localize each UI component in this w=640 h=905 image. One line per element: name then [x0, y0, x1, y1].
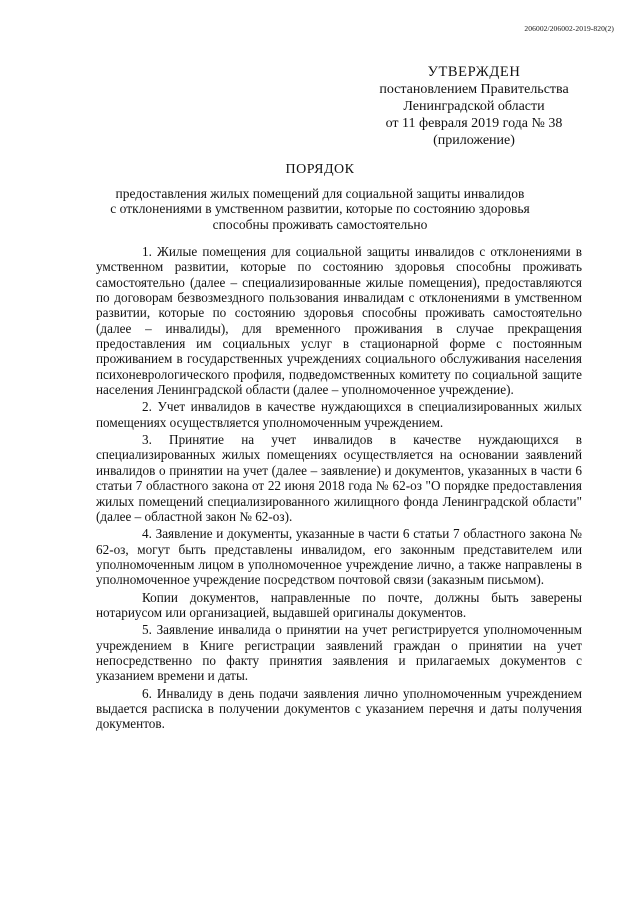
document-id: 206002/206002-2019-820(2) [524, 24, 614, 33]
approval-stamp: УТВЕРЖДЕН [427, 64, 521, 80]
paragraph-4-continuation: Копии документов, направленные по почте, должны быть заверены нотариусом или организацией, выдавшей оригиналы документов. [96, 589, 582, 620]
document-title-block [60, 162, 580, 232]
document-title: ПОРЯДОК [285, 162, 355, 177]
document-subtitle-line: предоставления жилых помещений для социальной защиты инвалидов [115, 185, 525, 201]
approval-date-line: от 11 февраля 2019 года № 38 [385, 116, 563, 131]
document-subtitle-line: способны проживать самостоятельно [212, 216, 428, 232]
approval-block [364, 64, 584, 149]
paragraph-4: 4. Заявление и документы, указанные в части 6 статьи 7 областного закона № 62-оз, могут быть представлены инвалидом, его законным представителем или уполномоченным лицом в уполномоченное учреждение лично, а также направлены в уполномоченное учреждение посредством почтовой связи (заказным письмом). [96, 526, 582, 588]
paragraph-1: 1. Жилые помещения для социальной защиты инвалидов с отклонениями в умственном развитии, которые по состоянию здоровья способны проживать самостоятельно (далее – специализированные жилые помещения), предоставляются по договорам безвозмездного пользования инвалидам с отклонениями в умственном развитии, которые по состоянию здоровья способны проживать самостоятельно (далее – инвалиды), для временного проживания в случае прекращения предоставления им социальных услуг в стационарной форме с постоянным проживанием в государственных учреждениях социального обслуживания населения психоневрологического профиля, подведомственных комитету по социальной защите населения Ленинградской области (далее – уполномоченное учреждение). [96, 244, 582, 398]
paragraph-2: 2. Учет инвалидов в качестве нуждающихся в специализированных жилых помещениях осуществляется уполномоченным учреждением. [96, 399, 582, 430]
approval-line: Ленинградской области [403, 99, 545, 114]
paragraph-6: 6. Инвалиду в день подачи заявления лично уполномоченным учреждением выдается расписка в получении документов с указанием перечня и даты получения документов. [96, 685, 582, 732]
paragraph-5: 5. Заявление инвалида о принятии на учет регистрируется уполномоченным учреждением в Книге регистрации заявлений граждан о принятии на учет непосредственно по факту принятия заявления и прилагаемых документов с указанием времени и даты. [96, 622, 582, 684]
approval-line: постановлением Правительства [379, 82, 569, 97]
document-body [96, 244, 582, 734]
document-subtitle-line: с отклонениями в умственном развитии, которые по состоянию здоровья [110, 201, 530, 216]
paragraph-3: 3. Принятие на учет инвалидов в качестве нуждающихся в специализированных жилых помещениях осуществляется на основании заявлений инвалидов о принятии на учет (далее – заявление) и документов, указанных в части 6 статьи 7 областного закона от 22 июня 2018 года № 62-оз "О порядке предоставления жилых помещений специализированного жилищного фонда Ленинградской области" (далее – областной закон № 62-оз). [96, 432, 582, 524]
approval-appendix-line: (приложение) [433, 133, 515, 148]
